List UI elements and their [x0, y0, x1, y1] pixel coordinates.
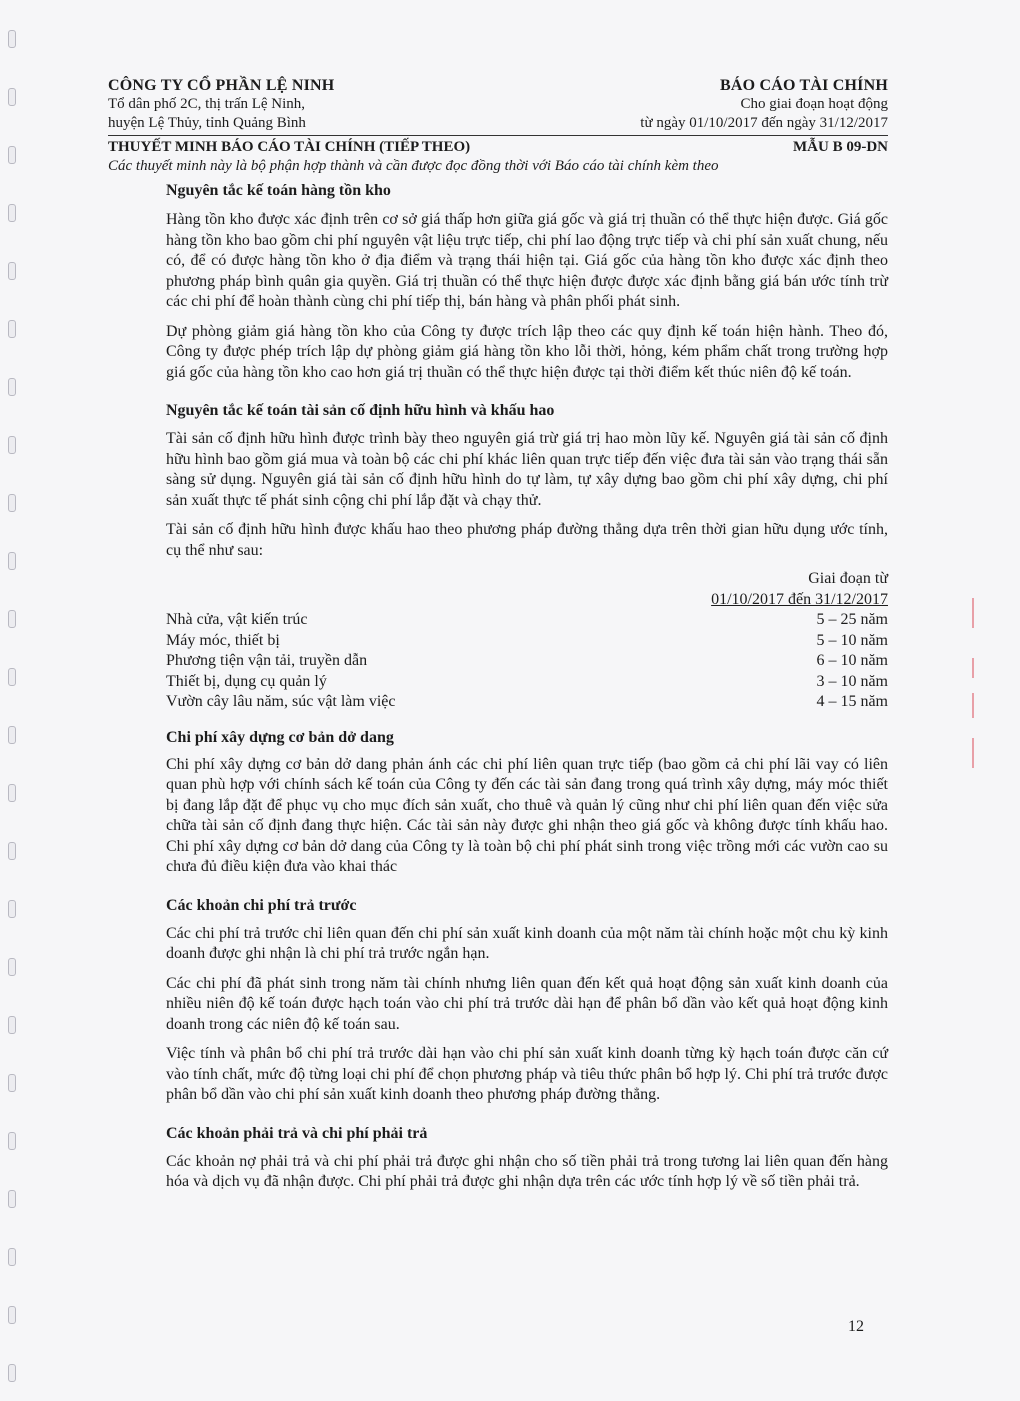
prepaid-paragraph-2: Các chi phí đã phát sinh trong năm tài chính nhưng liên quan đến kết quả hoạt động sản xuất kinh doanh của nhiều niên độ kế toán được hạch toán vào chi phí trả trước dài hạn để phân bổ dần vào kết quả hoạt động kinh doanh trong các niên độ kế toán sau. [166, 974, 888, 1033]
table-row [166, 692, 888, 713]
form-code: MẪU B 09-DN [793, 139, 888, 155]
row-label: Máy móc, thiết bị [166, 631, 280, 649]
row-label: Nhà cửa, vật kiến trúc [166, 611, 308, 628]
company-name: CÔNG TY CỔ PHẦN LỆ NINH [108, 77, 335, 94]
inventory-paragraph-2: Dự phòng giảm giá hàng tồn kho của Công ty được trích lập theo các quy định kế toán hiện hành. Theo đó, Công ty được phép trích lập dự phòng giảm giá hàng tồn kho lỗi thời, hỏng, kém phẩm chất trong trường hợp giá gốc của hàng tồn kho cao hơn giá trị thuần có thể thực hiện được tại thời điểm kết thúc niên độ kế toán. [166, 322, 888, 381]
construction-paragraph-1: Chi phí xây dựng cơ bản dở dang phản ánh các chi phí liên quan trực tiếp (bao gồm cả chi phí lãi vay có liên quan phù hợp với chính sách kế toán của Công ty đến các tài sản đang trong quá trình xây dựng, máy móc thiết bị đang lắp đặt để phục vụ cho mục đích sản xuất, cho thuê và quản lý cũng như chi phí liên quan đến việc sửa chữa tài sản cố định đang thực hiện. Các tài sản này được ghi nhận theo giá gốc và không được tính khấu hao. Chi phí xây dựng cơ bản dở dang của Công ty là toàn bộ chi phí phát sinh trong việc trồng mới các vườn cao su chưa đủ điều kiện đưa vào khai thác [166, 755, 888, 875]
depreciation-table [166, 569, 888, 713]
binding-holes [0, 0, 26, 1401]
table-row [166, 631, 888, 652]
section-title-fixed-assets: Nguyên tắc kế toán tài sản cố định hữu hình và khấu hao [166, 402, 555, 419]
table-header-dates: 01/10/2017 đến 31/12/2017 [711, 590, 888, 608]
red-stamp-marks [958, 598, 988, 778]
report-title: BÁO CÁO TÀI CHÍNH [719, 77, 888, 94]
notes-content [166, 180, 888, 1193]
section-title-inventory: Nguyên tắc kế toán hàng tồn kho [166, 182, 391, 199]
row-label: Thiết bị, dụng cụ quản lý [166, 672, 327, 690]
fixed-assets-paragraph-2: Tài sản cố định hữu hình được khấu hao theo phương pháp đường thẳng dựa trên thời gian hữu dụng ước tính, cụ thể như sau: [166, 521, 888, 559]
section-title-construction: Chi phí xây dựng cơ bản dở dang [166, 728, 394, 746]
table-row [166, 610, 888, 631]
row-label: Vườn cây lâu năm, súc vật làm việc [166, 693, 396, 710]
period-line-2: từ ngày 01/10/2017 đến ngày 31/12/2017 [640, 115, 888, 131]
notes-subtitle: Các thuyết minh này là bộ phận hợp thành và cần được đọc đồng thời với Báo cáo tài chính kèm theo [108, 158, 719, 174]
row-label: Phương tiện vận tải, truyền dẫn [166, 652, 368, 669]
page-number: 12 [848, 1318, 864, 1335]
section-title-prepaid: Các khoản chi phí trả trước [166, 896, 357, 914]
page-header [108, 76, 888, 176]
header-divider [108, 135, 888, 136]
table-row [166, 651, 888, 672]
table-header-period: Giai đoạn từ [808, 570, 888, 587]
row-value: 4 – 15 năm [816, 693, 888, 710]
address-line-1: Tổ dân phố 2C, thị trấn Lệ Ninh, [108, 96, 306, 112]
row-value: 3 – 10 năm [816, 672, 888, 690]
notes-title: THUYẾT MINH BÁO CÁO TÀI CHÍNH (TIẾP THEO) [108, 139, 471, 155]
table-row [166, 672, 888, 693]
fixed-assets-paragraph-1: Tài sản cố định hữu hình được trình bày theo nguyên giá trừ giá trị hao mòn lũy kế. Nguyên giá tài sản cố định hữu hình bao gồm giá mua và toàn bộ các chi phí khác liên quan trực tiếp đến việc đưa tài sản vào trạng thái sẵn sàng sử dụng. Nguyên giá tài sản cố định hữu hình do tự làm, tự xây dựng bao gồm chi phí xây dựng, chi phí sản xuất thực tế phát sinh cộng chi phí lắp đặt và chạy thử. [166, 430, 888, 509]
row-value: 5 – 25 năm [816, 611, 888, 628]
row-value: 5 – 10 năm [816, 631, 888, 649]
row-value: 6 – 10 năm [816, 652, 888, 669]
inventory-paragraph-1: Hàng tồn kho được xác định trên cơ sở giá thấp hơn giữa giá gốc và giá trị thuần có thể thực hiện được. Giá gốc hàng tồn kho bao gồm chi phí nguyên vật liệu trực tiếp, chi phí lao động trực tiếp và chi phí sản xuất chung, nếu có, để có được hàng tồn kho ở địa điểm và trạng thái hiện tại. Giá gốc của hàng tồn kho được xác định theo phương pháp bình quân gia quyền. Giá trị thuần có thể thực hiện được được xác định bằng giá bán ước tính trừ các chi phí để hoàn thành cùng chi phí tiếp thị, bán hàng và phân phối phát sinh. [166, 211, 888, 310]
prepaid-paragraph-3: Việc tính và phân bổ chi phí trả trước dài hạn vào chi phí sản xuất kinh doanh từng kỳ hạch toán được căn cứ vào tính chất, mức độ từng loại chi phí để chọn phương pháp và tiêu thức phân bổ hợp lý. Chi phí trả trước được phân bổ dần vào chi phí sản xuất kinh doanh theo phương pháp đường thẳng. [166, 1045, 888, 1103]
section-title-payables: Các khoản phải trả và chi phí phải trả [166, 1124, 428, 1142]
document-page [108, 76, 888, 1193]
address-line-2: huyện Lệ Thủy, tỉnh Quảng Bình [108, 115, 306, 131]
payables-paragraph-1: Các khoản nợ phải trả và chi phí phải trả được ghi nhận cho số tiền phải trả trong tương lai liên quan đến hàng hóa và dịch vụ đã nhận được. Chi phí phải trả được ghi nhận dựa trên các ước tính hợp lý về số tiền phải trả. [166, 1152, 888, 1190]
period-line-1: Cho giai đoạn hoạt động [740, 96, 888, 112]
prepaid-paragraph-1: Các chi phí trả trước chỉ liên quan đến chi phí sản xuất kinh doanh của một năm tài chính hoặc một chu kỳ kinh doanh được ghi nhận là chi phí trả trước ngắn hạn. [166, 924, 888, 962]
